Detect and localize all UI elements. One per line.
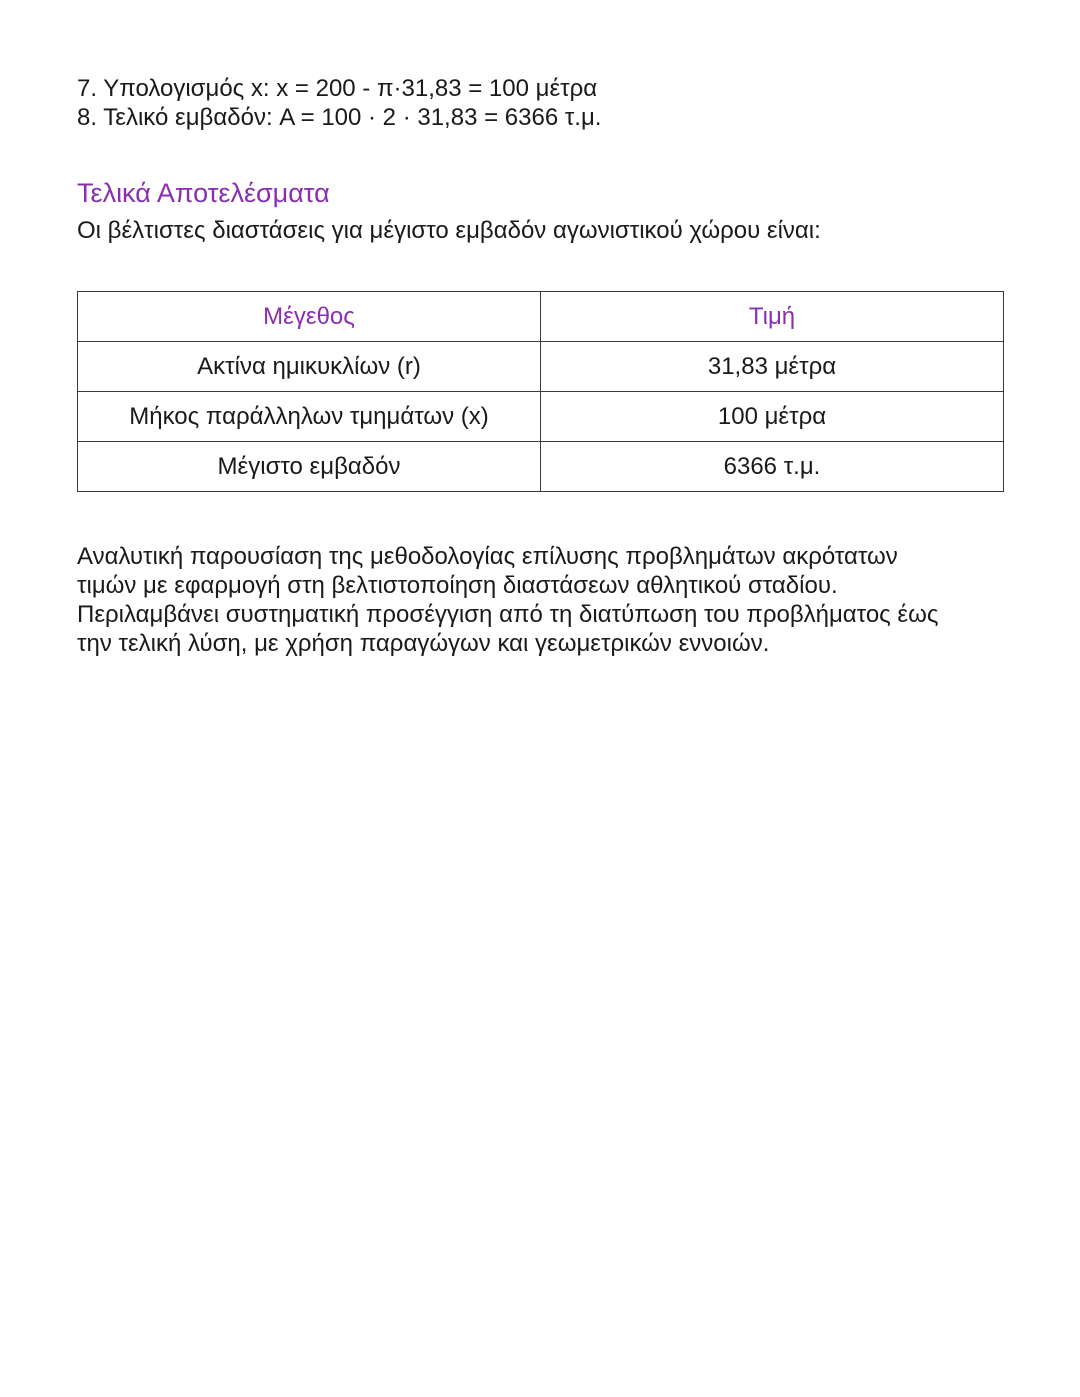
summary-line: την τελική λύση, με χρήση παραγώγων και γεωμετρικών εννοιών. <box>77 630 770 657</box>
solution-steps <box>77 74 1007 132</box>
table-row <box>78 342 1004 392</box>
table-header-row <box>78 292 1004 342</box>
table-row <box>78 392 1004 442</box>
table-cell-value: 100 μέτρα <box>541 392 1004 442</box>
table-cell-quantity: Μέγιστο εμβαδόν <box>78 442 541 492</box>
table-cell-value: 31,83 μέτρα <box>541 342 1004 392</box>
column-header-quantity: Μέγεθος <box>78 292 541 342</box>
table-row <box>78 442 1004 492</box>
results-intro: Οι βέλτιστες διαστάσεις για μέγιστο εμβαδόν αγωνιστικού χώρου είναι: <box>77 217 821 244</box>
summary-line: Αναλυτική παρουσίαση της μεθοδολογίας επίλυσης προβλημάτων ακρότατων <box>77 543 898 570</box>
results-heading: Τελικά Αποτελέσματα <box>77 178 330 208</box>
results-table <box>77 291 1004 492</box>
step-8: 8. Τελικό εμβαδόν: A = 100 · 2 · 31,83 = 6366 τ.μ. <box>77 104 602 131</box>
summary-paragraph <box>77 542 1007 658</box>
table-cell-quantity: Μήκος παράλληλων τμημάτων (x) <box>78 392 541 442</box>
summary-line: τιμών με εφαρμογή στη βελτιστοποίηση διαστάσεων αθλητικού σταδίου. <box>77 572 838 599</box>
table-cell-value: 6366 τ.μ. <box>541 442 1004 492</box>
document-page <box>77 74 1007 658</box>
step-7: 7. Υπολογισμός x: x = 200 - π·31,83 = 100 μέτρα <box>77 75 598 102</box>
table-cell-quantity: Ακτίνα ημικυκλίων (r) <box>78 342 541 392</box>
column-header-value: Τιμή <box>541 292 1004 342</box>
summary-line: Περιλαμβάνει συστηματική προσέγγιση από τη διατύπωση του προβλήματος έως <box>77 601 939 628</box>
